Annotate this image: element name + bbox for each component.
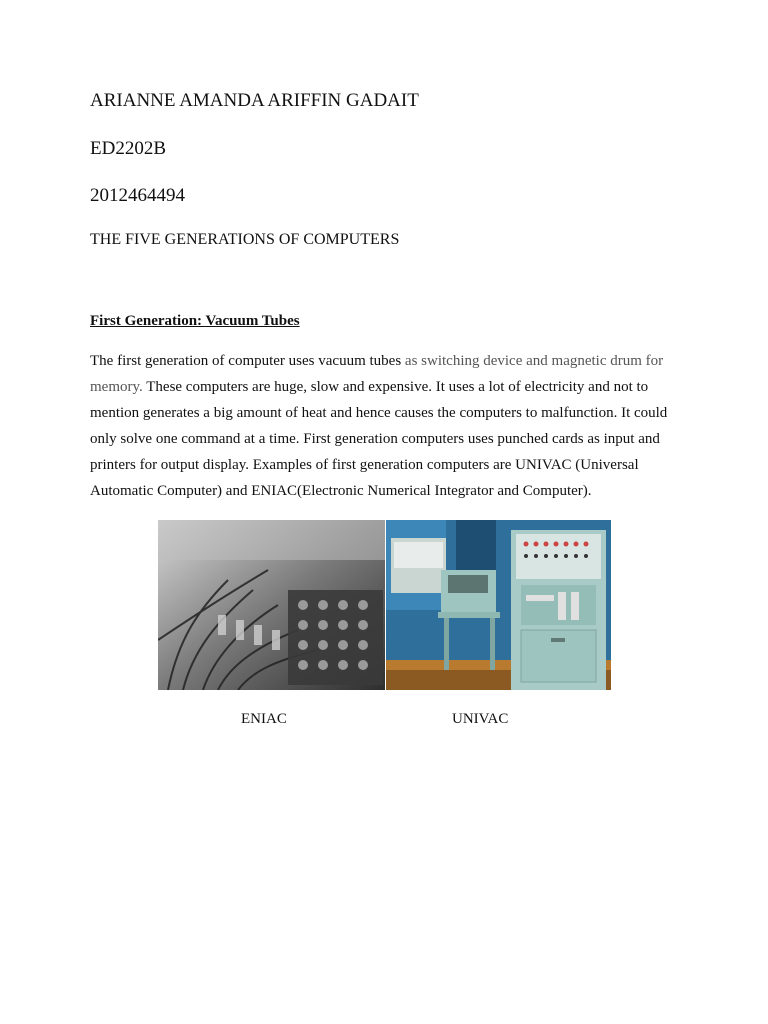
univac-photo — [386, 520, 611, 690]
eniac-photo — [158, 520, 385, 690]
paragraph-line: mention generates a big amount of heat and hence causes the computers to malfunction. It could — [90, 405, 668, 421]
section-heading: First Generation: Vacuum Tubes — [90, 313, 300, 329]
section-paragraph — [90, 348, 680, 504]
eniac-caption: ENIAC — [241, 711, 287, 727]
paragraph-line: only solve one command at a time. First generation computers uses punched cards as input and — [90, 431, 660, 447]
paragraph-line: Automatic Computer) and ENIAC(Electronic Numerical Integrator and Computer). — [90, 483, 592, 499]
paragraph-line: memory. These computers are huge, slow and expensive. It uses a lot of electricity and not to — [90, 379, 649, 395]
class-code: ED2202B — [90, 138, 166, 159]
document-title: THE FIVE GENERATIONS OF COMPUTERS — [90, 231, 400, 248]
author-name: ARIANNE AMANDA ARIFFIN GADAIT — [90, 90, 419, 111]
student-id: 2012464494 — [90, 185, 185, 206]
paragraph-line: printers for output display. Examples of first generation computers are UNIVAC (Universal — [90, 457, 639, 473]
univac-caption: UNIVAC — [452, 711, 509, 727]
paragraph-line: The first generation of computer uses vacuum tubes as switching device and magnetic drum for — [90, 353, 664, 369]
